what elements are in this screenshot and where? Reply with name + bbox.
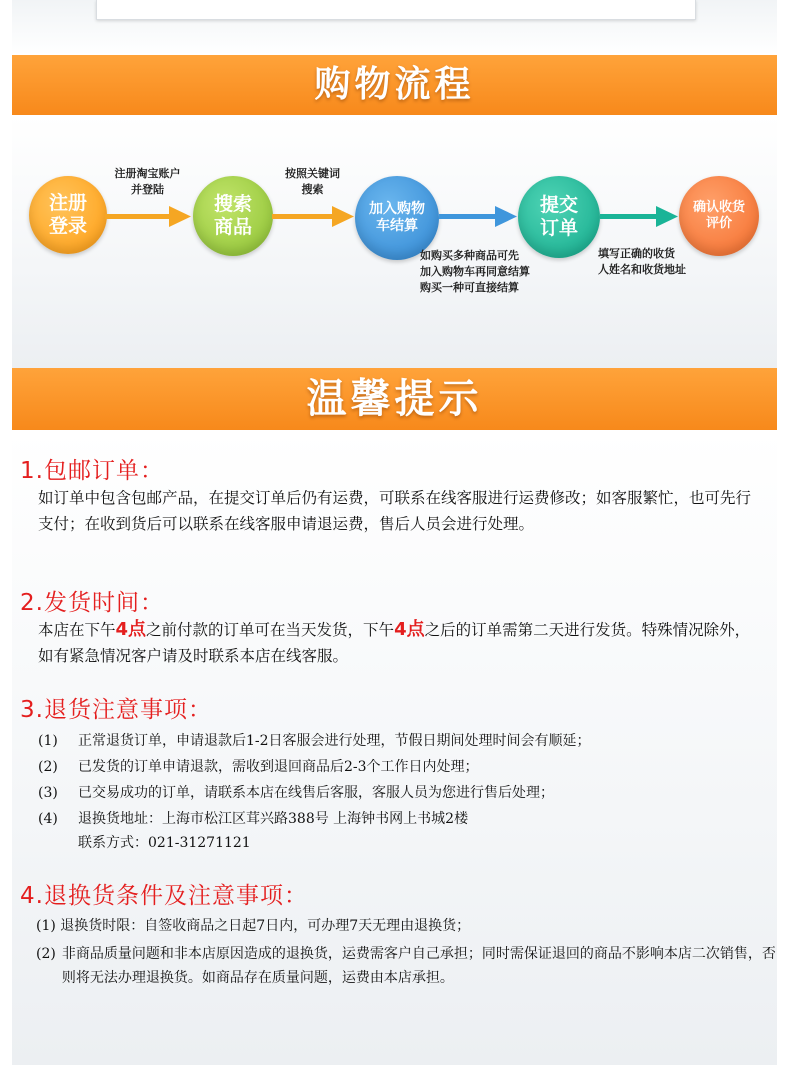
highlight-time: 4点 [115,619,147,640]
warm-tips-banner [12,368,777,430]
step-confirm-receipt: 确认收货 评价 [679,176,759,256]
section-2-title: 2.发货时间： [20,590,164,616]
section-2-text: 本店在下午4点之前付款的订单可在当天发货，下午4点之后的订单需第二天进行发货。特殊情况除外，如有紧急情况客户请及时联系本店在线客服。 [38,619,751,665]
banner-title: 温馨提示 [306,376,483,422]
banner-title: 购物流程 [314,64,475,105]
top-box [96,0,696,20]
contact-info: 联系方式：021-31271121 [78,835,251,851]
list-item: (2) 非商品质量问题和非本店原因造成的退换货，运费需客户自己承担；同时需保证退回的商品不影响本店二次销售，否则将无法办理退换货。如商品存在质量问题，运费由本店承担。 [36,946,776,986]
caption-order: 填写正确的收货 人姓名和收货地址 [598,247,686,276]
arrow-1-icon [105,205,191,229]
step-search-product: 搜索 商品 [193,176,273,256]
step-submit-order: 提交 订单 [518,176,600,258]
list-item: (3) 已交易成功的订单，请联系本店在线售后客服，客服人员为您进行售后处理； [38,785,554,801]
step-add-cart: 加入购物 车结算 [355,176,439,260]
list-item: (1) 退换货时限：自签收商品之日起7日内，可办理7天无理由退换货； [36,918,471,934]
list-item: (4) 退换货地址：上海市松江区茸兴路388号 上海钟书网上书城2楼 [38,811,469,827]
section-1-text: 如订单中包含包邮产品，在提交订单后仍有运费，可联系在线客服进行运费修改；如客服繁忙，也可先行支付；在收到货后可以联系在线客服申请退运费，售后人员会进行处理。 [38,489,752,533]
highlight-time: 4点 [394,619,425,640]
arrow-2-icon [272,205,354,229]
list-item: (2) 已发货的订单申请退款，需收到退回商品后2-3个工作日内处理； [38,759,479,775]
section-4-title: 4.退换货条件及注意事项： [20,883,308,909]
caption-search: 按照关键词 搜索 [285,167,340,196]
step-register-login: 注册 登录 [29,176,107,254]
list-item: (1) 正常退货订单，申请退款后1-2日客服会进行处理，节假日期间处理时间会有顺延； [38,733,591,749]
arrow-3-icon [439,205,517,229]
shopping-flow-banner [12,55,777,115]
caption-register: 注册淘宝账户 并登陆 [114,167,181,196]
caption-cart: 如购买多种商品可先 加入购物车再同意结算 购买一种可直接结算 [420,249,530,294]
section-3-title: 3.退货注意事项： [20,697,212,723]
arrow-4-icon [600,205,678,229]
section-1-title: 1.包邮订单： [20,458,164,484]
